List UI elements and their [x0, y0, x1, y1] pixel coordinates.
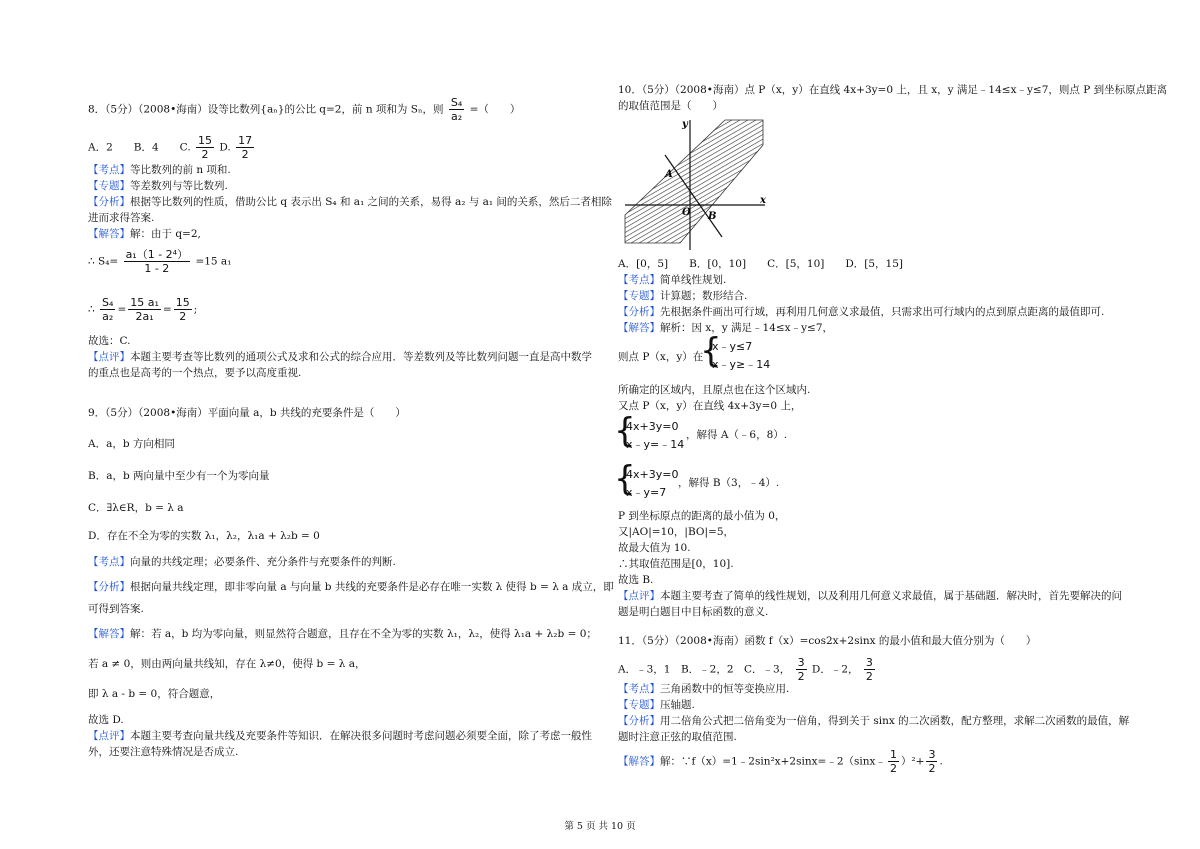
axis-label-x: x — [760, 195, 766, 206]
q8-zhuanti: 【专题】等差数列与等比数列. — [88, 180, 228, 192]
feasible-region-figure — [620, 115, 770, 255]
q10-sys2-result: ，解得 A（﹣6，8）. — [686, 429, 788, 441]
q9-fenxi-2: 可得到答案. — [88, 603, 144, 615]
q8-dianping-2: 的重点也是高考的一个热点，要予以高度重视. — [88, 367, 302, 379]
q10-line-2: 又点 P（x，y）在直线 4x+3y=0 上， — [618, 400, 802, 412]
q9-kaodian: 【考点】向量的共线定理；必要条件、充分条件与充要条件的判断. — [88, 556, 396, 568]
q10-sys3-b: x﹣y=7 — [626, 486, 667, 499]
q10-sys3-a: 4x+3y=0 — [626, 468, 679, 481]
q9-fenxi: 【分析】根据向量共线定理，即非零向量 a 与向量 b 共线的充要条件是必存在唯一实数 λ 使得 b = λ a 成立，即 — [88, 581, 614, 593]
q11-kaodian: 【考点】三角函数中的恒等变换应用. — [618, 683, 790, 695]
axis-label-y: y — [682, 119, 688, 130]
point-label-a: A — [665, 169, 673, 180]
q10-stem: 10．（5分）（2008•海南）点 P（x，y）在直线 4x+3y=0 上，且 x，y 满足﹣14≤x﹣y≤7，则点 P 到坐标原点距离 — [618, 84, 1168, 96]
q11-fenxi: 【分析】用二倍角公式把二倍角变为一倍角，得到关于 sinx 的二次函数，配方整理，求解二次函数的最值，解 — [618, 715, 1130, 727]
q10-dianping-2: 题是明白题目中目标函数的意义. — [618, 606, 769, 618]
point-label-o: O — [682, 207, 691, 218]
q9-option-b: B．a，b 两向量中至少有一个为零向量 — [88, 470, 270, 482]
q11-zhuanti: 【专题】压轴题. — [618, 699, 695, 711]
q10-sys3-result: ，解得 B（3，﹣4）. — [678, 477, 780, 489]
q9-answer: 故选 D. — [88, 714, 124, 726]
q9-dianping: 【点评】本题主要考查向量共线及充要条件等知识．在解决很多问题时考虑问题必须要全面，除了考虑一般性 — [88, 730, 592, 742]
q10-line-1: 所确定的区域内，且原点也在这个区域内. — [618, 384, 811, 396]
q10-line-6: ∴其取值范围是[0，10]. — [618, 558, 734, 570]
q8-answer: 故选：C. — [88, 335, 131, 347]
q11-fenxi-2: 题时注意正弦的取值范围. — [618, 731, 737, 743]
q10-line-3: P 到坐标原点的距离的最小值为 0， — [618, 510, 786, 522]
shaded-region — [625, 120, 763, 243]
q10-zhuanti: 【专题】计算题；数形结合. — [618, 290, 748, 302]
q10-options: A．[0，5] B．[0，10] C．[5，10] D．[5，15] — [618, 258, 904, 270]
q9-dianping-2: 外，还要注意特殊情况是否成立. — [88, 746, 239, 758]
q10-sys2-b: x﹣y=﹣14 — [626, 438, 685, 451]
q9-jieda-2: 若 a ≠ 0，则由两向量共线知，存在 λ≠0，使得 b = λ a， — [88, 658, 366, 670]
q10-line-4: 又|AO|=10，|BO|=5， — [618, 526, 734, 538]
q8-kaodian: 【考点】等比数列的前 n 项和. — [88, 164, 231, 176]
q10-system-1-prefix: 则点 P（x，y）在 — [618, 351, 704, 363]
q11-options: A．﹣3，1 B．﹣2，2 C．﹣3， $\frac{3}{2}$ D．﹣2， $\frac{3}{2}$ — [618, 656, 873, 683]
q11-jieda: 【解答】解：∵f（x）=1﹣2sin²x+2sinx=﹣2（sinx﹣ $\frac{1}{2}$ ）²+ $\frac{3}{2}$ . — [618, 748, 943, 775]
q10-stem-2: 的取值范围是（ ） — [618, 100, 723, 112]
brace-1: { — [700, 331, 722, 371]
page-footer: 第 5 页 共 10 页 — [564, 821, 636, 832]
q10-dianping: 【点评】本题主要考查了简单的线性规划，以及利用几何意义求最值，属于基础题．解决时，首先要解决的问 — [618, 590, 1122, 602]
q10-kaodian: 【考点】简单线性规划. — [618, 274, 727, 286]
q8-dianping: 【点评】本题主要考查等比数列的通项公式及求和公式的综合应用．等差数列及等比数列问题一直是高中数学 — [88, 351, 592, 363]
q9-jieda: 【解答】解：若 a，b 均为零向量，则显然符合题意，且存在不全为零的实数 λ₁，λ₂，使得 λ₁a + λ₂b = 0； — [88, 628, 597, 640]
q9-stem: 9．（5分）（2008•海南）平面向量 a，b 共线的充要条件是（ ） — [88, 407, 406, 419]
q8-options: A．2 B．4 C. $\frac{15}{2}$ D. $\frac{17}{2}$ — [88, 134, 253, 161]
q8-fenxi: 【分析】根据等比数列的性质，借助公比 q 表示出 S₄ 和 a₁ 之间的关系，易得 a₂ 与 a₁ 间的关系，然后二者相除 — [88, 196, 612, 208]
q8-s4-formula: ∴ S₄= $\frac{\text{a₁（1 - 2⁴）}}{1 - 2}$ =15 a₁ — [88, 248, 232, 275]
point-label-b: B — [708, 211, 717, 222]
q10-sys1-b: x﹣y≥﹣14 — [712, 358, 771, 371]
q9-option-c: C．∃λ∈R，b = λ a — [88, 502, 184, 514]
q9-option-d: D．存在不全为零的实数 λ₁，λ₂，λ₁a + λ₂b = 0 — [88, 530, 320, 542]
q9-option-a: A．a，b 方向相同 — [88, 438, 175, 450]
q10-jieda: 【解答】解析：因 x，y 满足﹣14≤x﹣y≤7， — [618, 322, 834, 334]
brace-3: { — [614, 459, 636, 499]
q8-jieda: 【解答】解：由于 q=2, — [88, 228, 201, 240]
q10-answer: 故选 B. — [618, 574, 654, 586]
q8-fenxi-2: 进而求得答案. — [88, 212, 155, 224]
q10-fenxi: 【分析】先根据条件画出可行域，再利用几何意义求最值，只需求出可行域内的点到原点距离的最值即可. — [618, 306, 1105, 318]
q8-stem: 8．（5分）（2008•海南）设等比数列{aₙ}的公比 q=2，前 n 项和为 Sₙ，则 $\frac{\text{S₄}}{\text{a₂}}$ =（ ） — [88, 96, 521, 123]
brace-2: { — [614, 411, 636, 451]
q10-line-5: 故最大值为 10. — [618, 542, 691, 554]
q11-stem: 11．（5分）（2008•海南）函数 f（x）=cos2x+2sinx 的最小值和最大值分别为（ ） — [618, 635, 1037, 647]
q10-sys2-a: 4x+3y=0 — [626, 420, 679, 433]
q8-ratio-formula: ∴ $\frac{\text{S₄}}{\text{a₂}}$ = $\frac{\text{15 a₁}}{\text{2a₁}}$ = $\frac{15}{2}$ ; — [88, 296, 198, 323]
q10-sys1-a: x﹣y≤7 — [712, 340, 753, 353]
q9-jieda-3: 即 λ a - b = 0，符合题意， — [88, 688, 221, 700]
